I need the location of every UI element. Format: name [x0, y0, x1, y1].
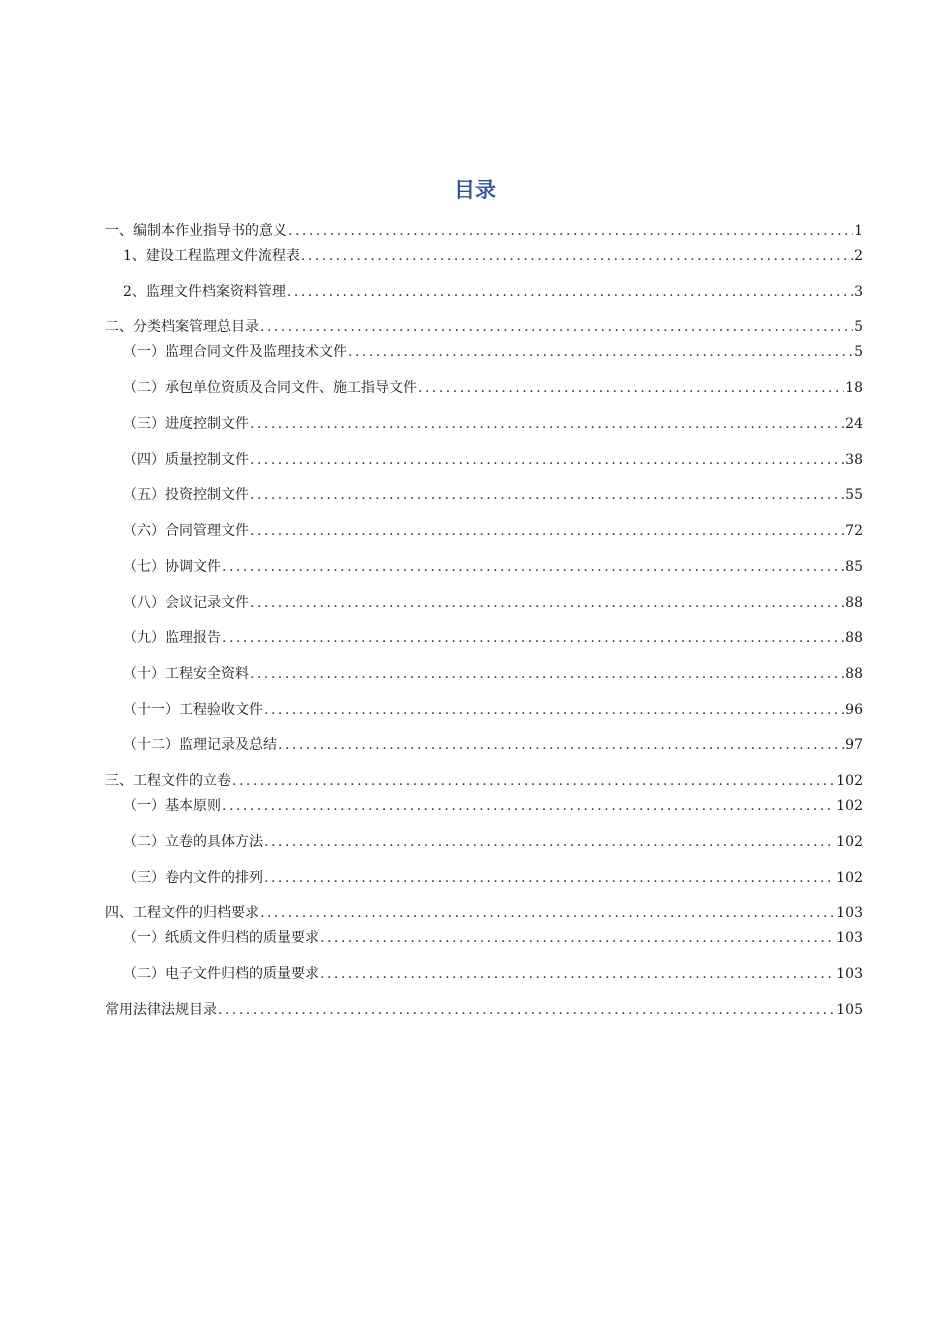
toc-entry-text: （十一）工程验收文件	[123, 702, 263, 718]
toc-entry[interactable]	[123, 593, 863, 613]
toc-dot-leader	[288, 221, 853, 241]
toc-page-number: 102	[836, 870, 863, 886]
toc-dot-leader	[260, 317, 853, 337]
toc-entry[interactable]	[123, 485, 863, 505]
toc-entry[interactable]	[105, 771, 863, 791]
toc-page-number: 96	[845, 702, 863, 718]
toc-page-number: 18	[845, 380, 863, 396]
toc-dot-leader	[348, 342, 853, 362]
toc-entry-text: （四）质量控制文件	[123, 452, 249, 468]
toc-page-number: 85	[845, 559, 863, 575]
toc-dot-leader	[418, 378, 844, 398]
toc-title: 目录	[454, 178, 496, 202]
toc-dot-leader	[218, 1000, 835, 1020]
toc-entry[interactable]	[123, 928, 863, 948]
toc-page-number: 5	[854, 319, 863, 335]
toc-dot-leader	[232, 771, 835, 791]
toc-page-number: 72	[845, 523, 863, 539]
toc-dot-leader	[264, 700, 844, 720]
toc-entry[interactable]	[123, 735, 863, 755]
toc-page-number: 55	[845, 487, 863, 503]
toc-entry[interactable]	[123, 832, 863, 852]
toc-entry-text: （六）合同管理文件	[123, 523, 249, 539]
toc-dot-leader	[250, 485, 844, 505]
toc-entry[interactable]	[123, 246, 863, 266]
toc-page-number: 88	[845, 666, 863, 682]
toc-page-number: 97	[845, 737, 863, 753]
toc-page-number: 2	[854, 248, 863, 264]
toc-entry[interactable]	[105, 317, 863, 337]
toc-page-number: 105	[836, 1002, 863, 1018]
toc-entry[interactable]	[123, 414, 863, 434]
toc-page-number: 88	[845, 595, 863, 611]
toc-entry-text: （七）协调文件	[123, 559, 221, 575]
toc-entry[interactable]	[123, 868, 863, 888]
toc-dot-leader	[250, 521, 844, 541]
toc-entry-text: （三）卷内文件的排列	[123, 870, 263, 886]
toc-entry[interactable]	[123, 557, 863, 577]
toc-dot-leader	[260, 903, 835, 923]
toc-entry-text: （九）监理报告	[123, 630, 221, 646]
toc-entry-text: 1、建设工程监理文件流程表	[123, 248, 300, 264]
toc-entry-text: 二、分类档案管理总目录	[105, 319, 259, 335]
toc-entry[interactable]	[123, 342, 863, 362]
toc-entry-text: （十二）监理记录及总结	[123, 737, 277, 753]
toc-page-number: 103	[836, 930, 863, 946]
toc-page-number: 24	[845, 416, 863, 432]
toc-dot-leader	[287, 282, 853, 302]
toc-page-number: 103	[836, 905, 863, 921]
toc-dot-leader	[320, 928, 835, 948]
toc-entry-text: （一）基本原则	[123, 798, 221, 814]
toc-entry[interactable]	[123, 700, 863, 720]
toc-dot-leader	[301, 246, 853, 266]
toc-entry-text: （八）会议记录文件	[123, 595, 249, 611]
toc-dot-leader	[222, 557, 844, 577]
toc-entry[interactable]	[123, 628, 863, 648]
toc-dot-leader	[320, 964, 835, 984]
toc-entry[interactable]	[105, 221, 863, 241]
toc-dot-leader	[264, 832, 835, 852]
toc-entry-text: 一、编制本作业指导书的意义	[105, 223, 287, 239]
toc-dot-leader	[222, 628, 844, 648]
toc-page-number: 88	[845, 630, 863, 646]
toc-dot-leader	[250, 450, 844, 470]
toc-entry[interactable]	[123, 450, 863, 470]
toc-entry-text: （一）纸质文件归档的质量要求	[123, 930, 319, 946]
toc-entry[interactable]	[123, 521, 863, 541]
toc-page-number: 38	[845, 452, 863, 468]
toc-entry[interactable]	[123, 664, 863, 684]
toc-entry-text: （一）监理合同文件及监理技术文件	[123, 344, 347, 360]
toc-entry-text: 三、工程文件的立卷	[105, 773, 231, 789]
toc-entry-text: （二）立卷的具体方法	[123, 834, 263, 850]
toc-entry-text: （二）承包单位资质及合同文件、施工指导文件	[123, 380, 417, 396]
toc-page-number: 102	[836, 798, 863, 814]
toc-page-number: 103	[836, 966, 863, 982]
toc-entry-text: （三）进度控制文件	[123, 416, 249, 432]
toc-page-number: 1	[854, 223, 863, 239]
toc-page-number: 3	[854, 284, 863, 300]
toc-entry[interactable]	[123, 964, 863, 984]
toc-entry[interactable]	[105, 1000, 863, 1020]
toc-dot-leader	[250, 593, 844, 613]
toc-entry-text: （五）投资控制文件	[123, 487, 249, 503]
toc-dot-leader	[250, 414, 844, 434]
toc-entry[interactable]	[105, 903, 863, 923]
toc-entry-text: 常用法律法规目录	[105, 1002, 217, 1018]
toc-page-number: 5	[854, 344, 863, 360]
toc-dot-leader	[264, 868, 835, 888]
toc-dot-leader	[278, 735, 844, 755]
toc-entry-text: 四、工程文件的归档要求	[105, 905, 259, 921]
toc-dot-leader	[222, 796, 835, 816]
toc-entry[interactable]	[123, 378, 863, 398]
toc-dot-leader	[250, 664, 844, 684]
toc-entry[interactable]	[123, 796, 863, 816]
toc-entry[interactable]	[123, 282, 863, 302]
toc-entry-text: （二）电子文件归档的质量要求	[123, 966, 319, 982]
toc-page-number: 102	[836, 834, 863, 850]
toc-page-number: 102	[836, 773, 863, 789]
toc-entry-text: 2、监理文件档案资料管理	[123, 284, 286, 300]
toc-entry-text: （十）工程安全资料	[123, 666, 249, 682]
